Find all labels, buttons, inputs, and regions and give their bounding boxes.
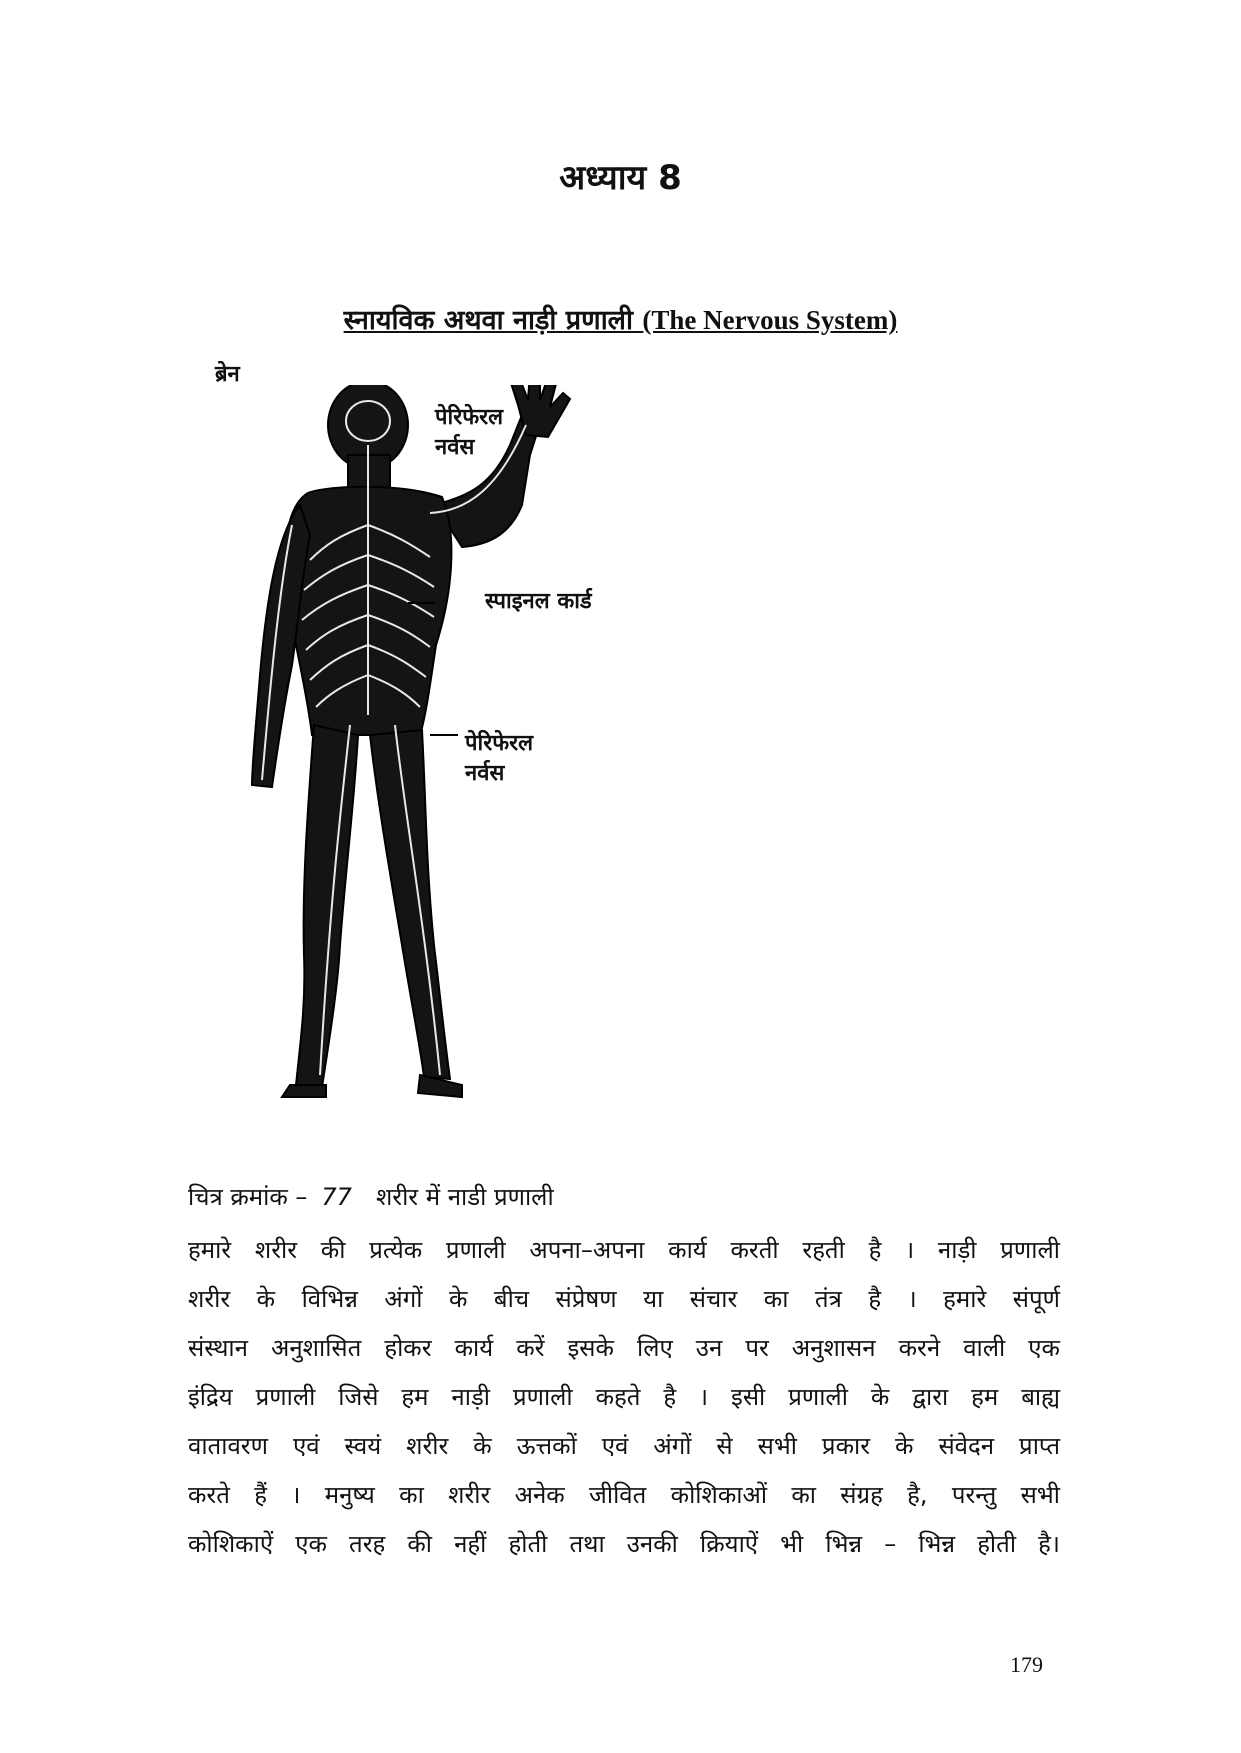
label-peripheral-lower-line1: पेरिफेरल [465,731,534,756]
label-peripheral-nerves-lower [465,729,533,789]
page-number: 179 [1010,1652,1043,1677]
chapter-heading: अध्याय 8 [559,158,682,198]
figure-caption [188,1180,554,1213]
title-hindi: स्नायविक अथवा नाड़ी प्रणाली [343,305,633,336]
body-line: संस्थान अनुशासित होकर कार्य करें इसके लिए उन पर अनुशासन करने वाली एक [188,1334,1060,1362]
body-line: हमारे शरीर की प्रत्येक प्रणाली अपना–अपना कार्य करती रहती है । नाड़ी प्रणाली [188,1236,1060,1264]
caption-prefix: चित्र क्रमांक – [188,1183,308,1211]
body-line: इंद्रिय प्रणाली जिसे हम नाड़ी प्रणाली कहते है । इसी प्रणाली के द्वारा हम बाह्य [188,1383,1060,1411]
label-spinal-cord: स्पाइनल कार्ड [485,589,592,614]
caption-text: शरीर में नाडी प्रणाली [375,1183,554,1211]
label-peripheral-upper-line1: पेरिफेरल [435,405,504,430]
nervous-system-figure [215,362,700,1155]
page-title [0,300,1241,337]
body-line: वातावरण एवं स्वयं शरीर के ऊत्तकों एवं अंगों से सभी प्रकार के संवेदन प्राप्त [188,1432,1060,1460]
body-line: कोशिकाऐं एक तरह की नहीं होती तथा उनकी क्रियाऐं भी भिन्न – भिन्न होती है। [188,1530,1060,1558]
label-peripheral-upper-line2: नर्वस [435,435,475,460]
caption-number: 77 [321,1183,352,1211]
label-peripheral-lower-line2: नर्वस [465,761,505,786]
body-paragraph [188,1226,1060,1569]
label-brain: ब्रेन [215,362,240,387]
body-line: शरीर के विभिन्न अंगों के बीच संप्रेषण या संचार का तंत्र है । हमारे संपूर्ण [188,1285,1060,1313]
body-line: करते हैं । मनुष्य का शरीर अनेक जीवित कोशिकाओं का संग्रह है, परन्तु सभी [188,1481,1060,1509]
title-english: (The Nervous System) [642,305,898,335]
label-peripheral-nerves-upper [435,403,503,463]
